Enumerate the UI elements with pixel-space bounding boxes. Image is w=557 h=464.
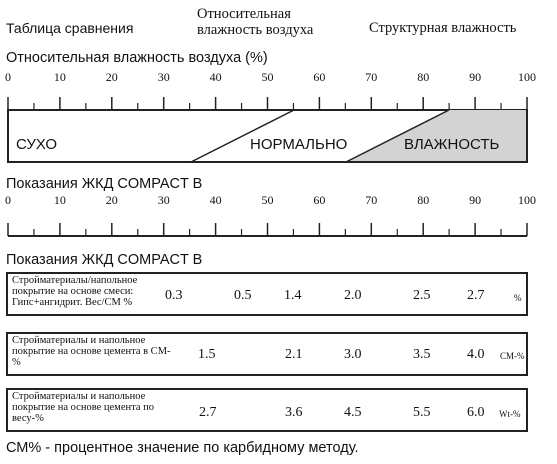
row-value: 0.3 xyxy=(165,288,183,303)
footnote: СМ% - процентное значение по карбидному методу. xyxy=(6,440,359,456)
row-value: 1.5 xyxy=(198,347,216,362)
zone-wet-label: ВЛАЖНОСТЬ xyxy=(404,136,500,153)
scale2-tick-label: 100 xyxy=(518,193,536,207)
row-value: 2.1 xyxy=(285,347,303,362)
row-label: Стройматериалы/напольное покрытие на основе смеси: Гипс+ангидрит. Вес/СМ % xyxy=(12,275,138,308)
row-value: 1.4 xyxy=(284,288,302,303)
scale1-ticks xyxy=(8,97,527,110)
scale2-tick-label: 0 xyxy=(5,193,11,207)
header-left: Таблица сравнения xyxy=(6,20,134,36)
header-middle-line2: влажность воздуха xyxy=(197,22,314,38)
row-label: Стройматериалы и напольное покрытие на основе цемента по весу-% xyxy=(12,391,154,424)
table-row xyxy=(6,332,528,376)
scale2-ticks xyxy=(8,223,527,236)
scale1-tick-label: 40 xyxy=(209,70,222,84)
scale2-tick-label: 50 xyxy=(261,193,274,207)
scale1-tick-label: 0 xyxy=(5,70,11,84)
table-row xyxy=(6,272,528,316)
header-middle-line1: Относительная xyxy=(197,6,291,22)
row-value: 3.5 xyxy=(413,347,431,362)
row-unit: Wt-% xyxy=(499,409,521,419)
header-right: Структурная влажность xyxy=(369,20,517,36)
scale2-tick-label: 60 xyxy=(313,193,326,207)
row-value: 0.5 xyxy=(234,288,252,303)
scale2-tick-label: 70 xyxy=(365,193,378,207)
scale1-tick-label: 60 xyxy=(313,70,326,84)
scale1-tick-label: 80 xyxy=(417,70,430,84)
scale2-tick-label: 20 xyxy=(105,193,118,207)
scale2-tick-label: 30 xyxy=(157,193,170,207)
scale1-tick-label: 90 xyxy=(469,70,482,84)
scale1-tick-label: 30 xyxy=(157,70,170,84)
row-value: 2.7 xyxy=(467,288,485,303)
scale1-tick-label: 50 xyxy=(261,70,274,84)
scale1-tick-label: 20 xyxy=(105,70,118,84)
row-value: 6.0 xyxy=(467,405,485,420)
scale2-tick-label: 10 xyxy=(53,193,66,207)
scale2-tick-label: 40 xyxy=(209,193,222,207)
scale1-tick-label: 70 xyxy=(365,70,378,84)
row-value: 2.7 xyxy=(199,405,217,420)
scale2-tick-label: 90 xyxy=(469,193,482,207)
zone-normal-label: НОРМАЛЬНО xyxy=(250,136,348,153)
row-value: 5.5 xyxy=(413,405,431,420)
scale2-title: Показания ЖКД COMPACT B xyxy=(6,176,203,192)
row-unit: CM-% xyxy=(500,351,525,361)
row-value: 4.5 xyxy=(344,405,362,420)
table-row xyxy=(6,388,528,432)
scale1-tick-label: 100 xyxy=(518,70,536,84)
table-title: Показания ЖКД COMPACT B xyxy=(6,252,203,268)
zone-dry-label: СУХО xyxy=(16,136,58,153)
row-value: 4.0 xyxy=(467,347,485,362)
scale1-title: Относительная влажность воздуха (%) xyxy=(6,50,268,66)
scale2-tick-label: 80 xyxy=(417,193,430,207)
row-value: 3.6 xyxy=(285,405,303,420)
row-unit: % xyxy=(514,293,522,303)
row-value: 3.0 xyxy=(344,347,362,362)
row-value: 2.0 xyxy=(344,288,362,303)
row-value: 2.5 xyxy=(413,288,431,303)
row-label: Стройматериалы и напольное покрытие на основе цемента в СМ-% xyxy=(12,335,171,368)
scale1-tick-label: 10 xyxy=(53,70,66,84)
